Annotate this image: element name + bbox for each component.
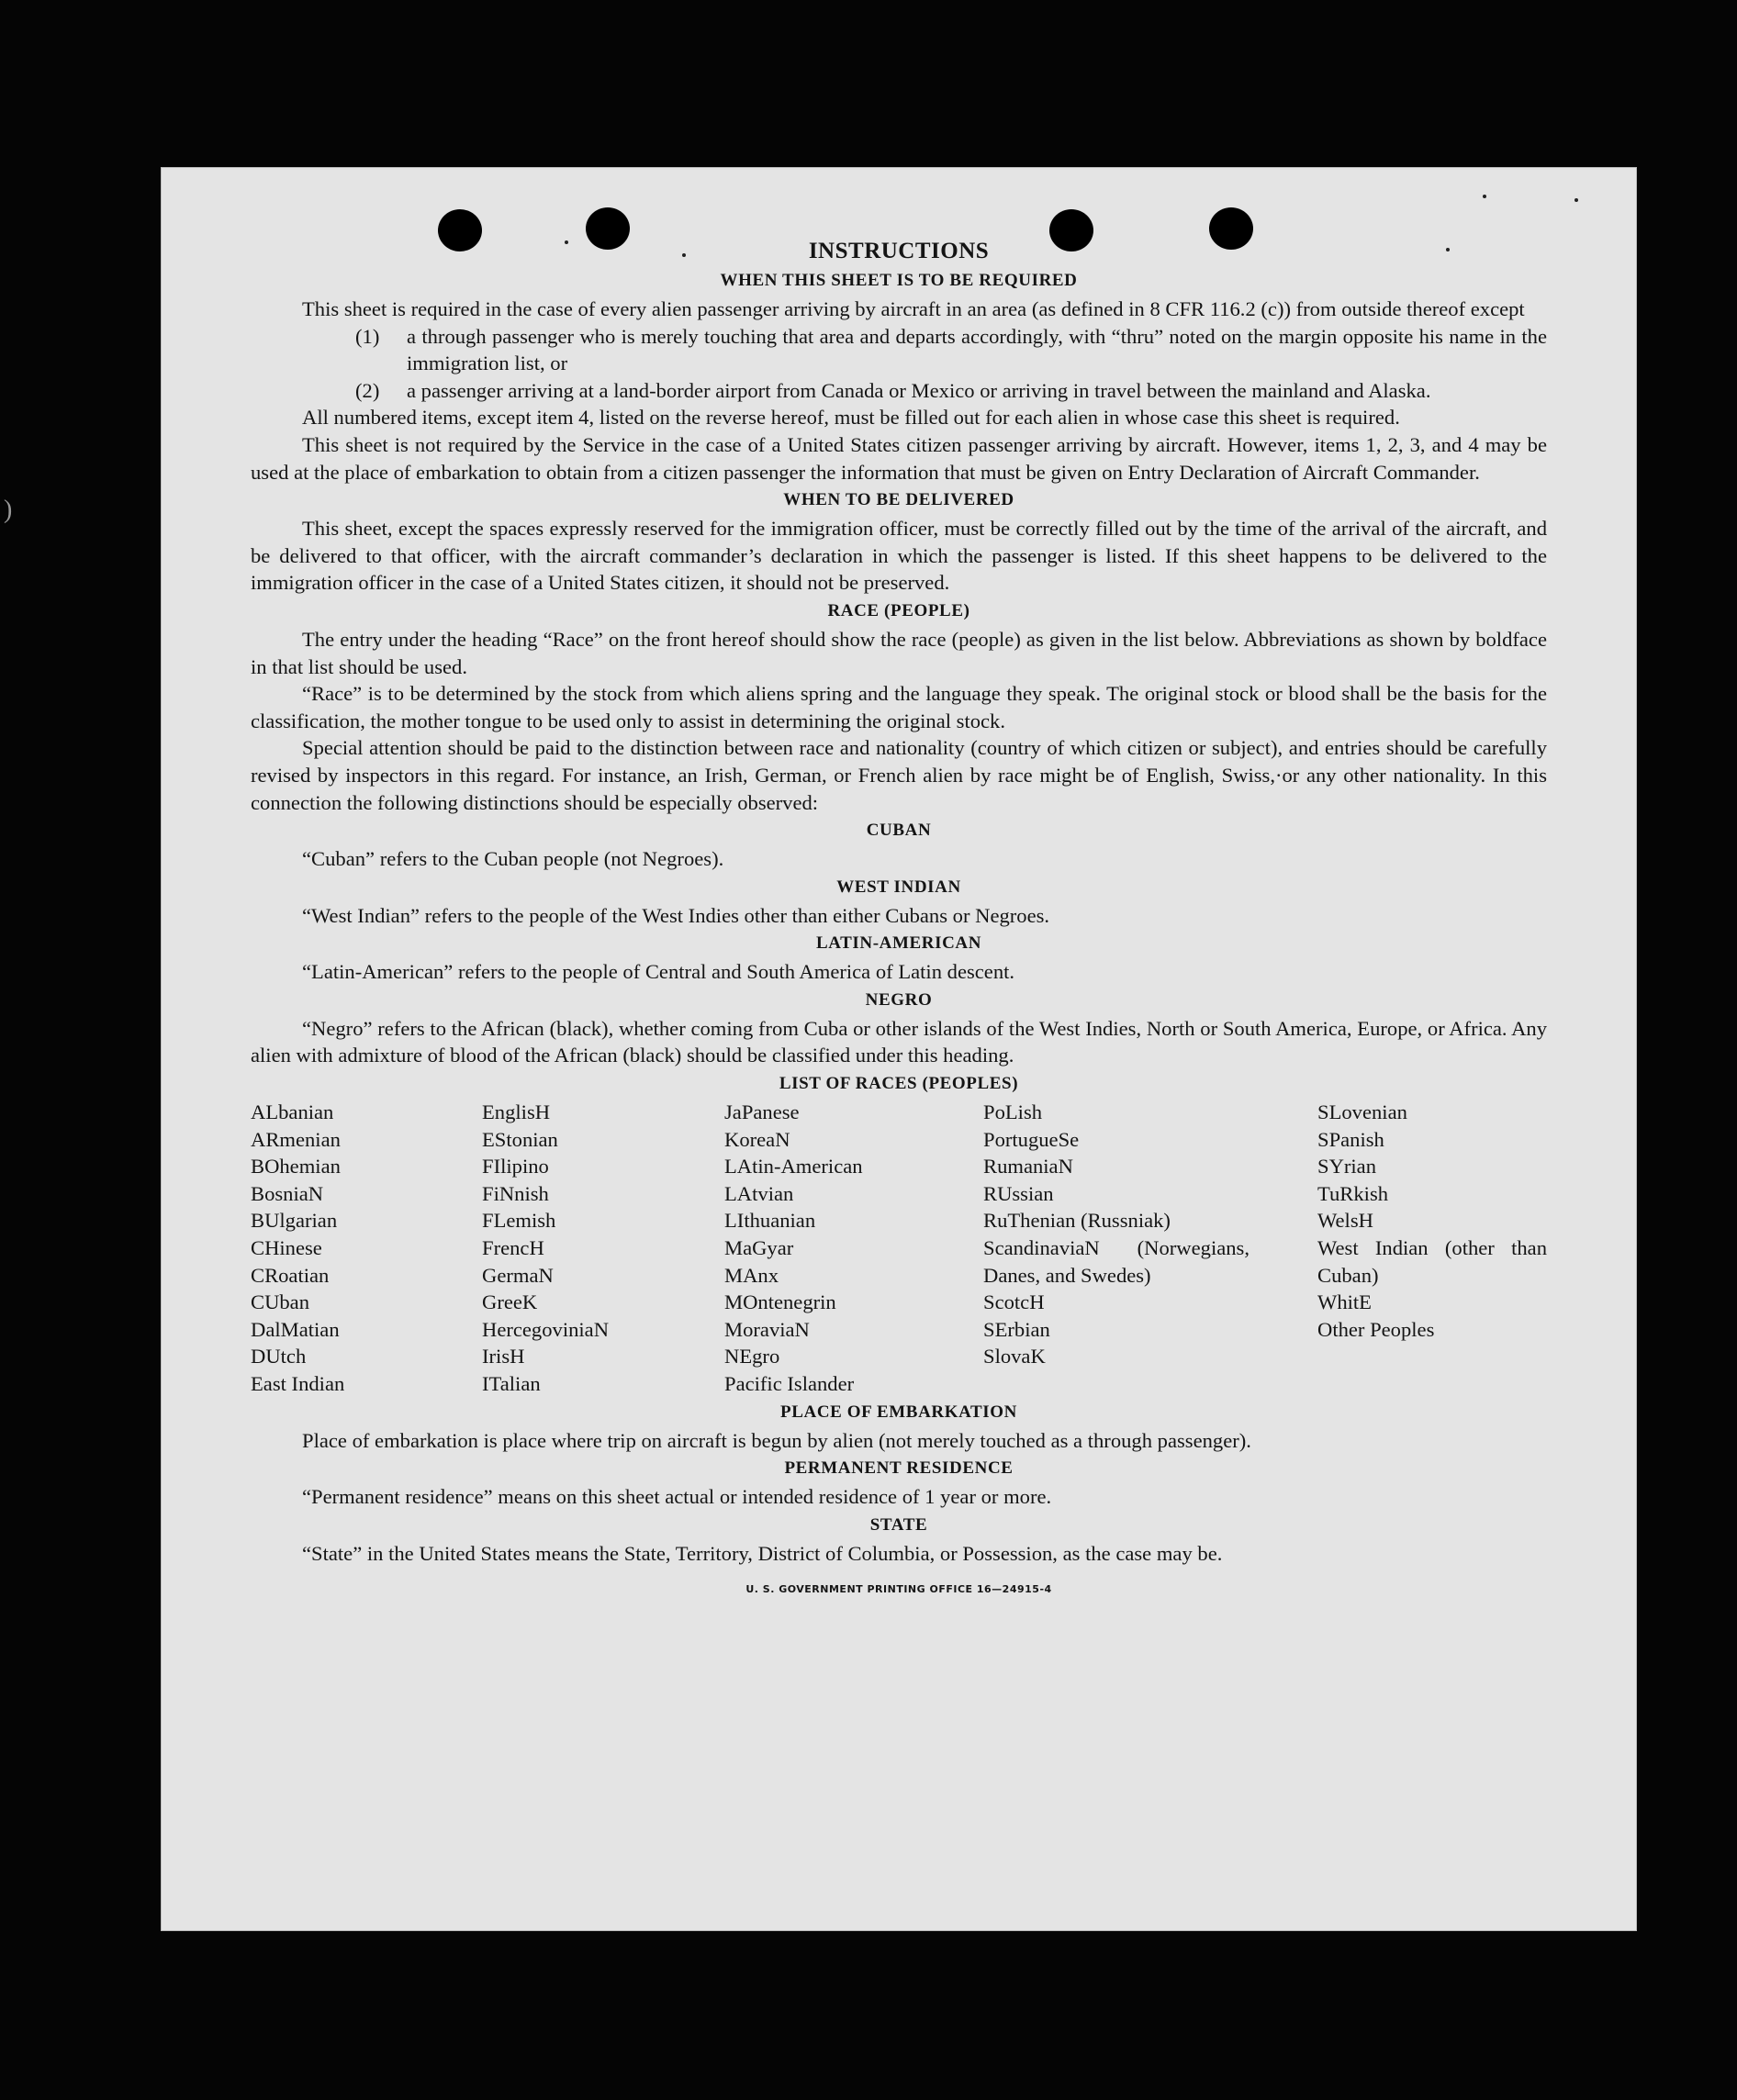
- race-entry: EnglisH: [482, 1100, 551, 1124]
- heading-latin-american: LATIN-AMERICAN: [815, 933, 982, 954]
- race-entry: GreeK: [482, 1290, 538, 1314]
- race-entry: PortugueSe: [983, 1127, 1080, 1151]
- paragraph: “Negro” refers to the African (black), whether coming from Cuba or other islands of the West Indies, North or South America, Europe, or Africa. Any alien with admixture of blood of the African (black) should be classified under this heading.: [251, 1016, 1547, 1067]
- paragraph: All numbered items, except item 4, listed on the reverse hereof, must be filled out for each alien in whose case this sheet is required.: [302, 406, 1400, 430]
- race-entry: BUlgarian: [251, 1209, 338, 1233]
- instructions-content: [251, 237, 1547, 1603]
- heading-state: STATE: [869, 1514, 928, 1535]
- race-entry: ITalian: [482, 1372, 541, 1395]
- heading-when-required: WHEN THIS SHEET IS TO BE REQUIRED: [720, 271, 1078, 290]
- race-entry: RUssian: [983, 1181, 1054, 1205]
- paragraph: Place of embarkation is place where trip on aircraft is begun by alien (not merely touched as a through passenger).: [302, 1428, 1251, 1452]
- race-entry: SPanish: [1317, 1127, 1384, 1151]
- dust-speck: [1483, 195, 1486, 198]
- heading-embarkation: PLACE OF EMBARKATION: [780, 1402, 1017, 1422]
- item-number: (2): [355, 378, 380, 402]
- race-entry: ALbanian: [251, 1100, 334, 1124]
- race-entry: SLovenian: [1317, 1100, 1407, 1124]
- race-entry: FIlipino: [482, 1155, 549, 1178]
- race-entry: CHinese: [251, 1236, 322, 1260]
- race-entry: SErbian: [983, 1317, 1050, 1341]
- race-entry: MAnx: [724, 1263, 779, 1287]
- race-entry: BosniaN: [251, 1181, 324, 1205]
- race-entry: MOntenegrin: [724, 1290, 836, 1314]
- race-entry: CRoatian: [251, 1263, 330, 1287]
- instruction-sheet: [161, 167, 1637, 1931]
- race-entry: FLemish: [482, 1209, 556, 1233]
- paragraph: Special attention should be paid to the distinction between race and nationality (country of which citizen or subject), and entries should be carefully revised by inspectors in this regard. For instance, an Irish, German, or French alien by race might be of English, Swiss,·or any other nationality. In this connection the following distinctions should be especially observed:: [251, 736, 1547, 814]
- race-entry: SYrian: [1317, 1155, 1377, 1178]
- race-entry: ARmenian: [251, 1127, 341, 1151]
- dust-speck: [1575, 198, 1578, 202]
- item-number: (1): [355, 324, 380, 348]
- race-entry: East Indian: [251, 1372, 345, 1395]
- race-column: [251, 1099, 482, 1398]
- race-entry: RumaniaN: [983, 1155, 1073, 1178]
- item-text: a passenger arriving at a land-border airport from Canada or Mexico or arriving in travel between the mainland and Alaska.: [407, 378, 1431, 402]
- race-entry: KoreaN: [724, 1127, 790, 1151]
- heading-race: RACE (PEOPLE): [827, 600, 970, 620]
- race-entry: EStonian: [482, 1127, 558, 1151]
- race-entry: FrencH: [482, 1236, 544, 1260]
- paragraph: “Latin-American” refers to the people of Central and South America of Latin descent.: [302, 960, 1015, 984]
- race-entry: WhitE: [1317, 1290, 1372, 1314]
- race-entry: GermaN: [482, 1263, 554, 1287]
- race-entry: LAtvian: [724, 1181, 794, 1205]
- race-entry: LIthuanian: [724, 1209, 816, 1233]
- race-entry: DalMatian: [251, 1317, 340, 1341]
- heading-when-delivered: WHEN TO BE DELIVERED: [783, 490, 1014, 510]
- race-column: [1317, 1099, 1547, 1398]
- race-entry: HercegoviniaN: [482, 1317, 610, 1341]
- paragraph: This sheet is required in the case of every alien passenger arriving by aircraft in an area (as defined in 8 CFR 116.2 (c)) from outside thereof except: [302, 297, 1525, 320]
- heading-negro: NEGRO: [865, 989, 933, 1010]
- race-entry: WelsH: [1317, 1209, 1373, 1233]
- race-entry: IrisH: [482, 1345, 525, 1368]
- scan-artifact: ): [4, 496, 13, 524]
- item-text: a through passenger who is merely touching that area and departs accordingly, with “thru” noted on the margin opposite his name in the immigration list, or: [407, 324, 1547, 375]
- race-column: [724, 1099, 983, 1398]
- paragraph: “Race” is to be determined by the stock from which aliens spring and the language they speak. The original stock or blood shall be the basis for the classification, the mother tongue to be used only to assist in determining the original stock.: [251, 682, 1547, 732]
- paragraph: “Cuban” refers to the Cuban people (not Negroes).: [302, 847, 724, 871]
- race-entry: CUban: [251, 1290, 310, 1314]
- race-entry: NEgro: [724, 1345, 780, 1368]
- paragraph: The entry under the heading “Race” on the front hereof should show the race (people) as given in the list below. Abbreviations as shown by boldface in that list should be used.: [251, 627, 1547, 678]
- race-entry: PoLish: [983, 1100, 1043, 1124]
- race-entry: ScandinaviaN (Norwegians, Danes, and Swedes): [983, 1236, 1250, 1287]
- race-column: [983, 1099, 1317, 1398]
- race-entry: MoraviaN: [724, 1317, 810, 1341]
- exception-item: [251, 323, 1547, 377]
- heading-permanent-residence: PERMANENT RESIDENCE: [784, 1458, 1014, 1479]
- race-entry: Pacific Islander: [724, 1372, 855, 1395]
- race-entry: TuRkish: [1317, 1181, 1389, 1205]
- heading-cuban: CUBAN: [866, 821, 932, 841]
- paragraph: “State” in the United States means the State, Territory, District of Columbia, or Possession, as the case may be.: [302, 1541, 1223, 1565]
- heading-list-of-races: LIST OF RACES (PEOPLES): [779, 1074, 1019, 1094]
- paragraph: “Permanent residence” means on this sheet actual or intended residence of 1 year or more.: [302, 1485, 1052, 1509]
- paragraph: “West Indian” refers to the people of the West Indies other than either Cubans or Negroes.: [302, 903, 1050, 927]
- paragraph: This sheet, except the spaces expressly reserved for the immigration officer, must be correctly filled out by the time of the arrival of the aircraft, and be delivered to that officer, with the aircraft commander’s declaration in which the passenger is listed. If this sheet happens to be delivered to the immigration officer in the case of a United States citizen, it should not be preserved.: [251, 517, 1547, 595]
- page-title: INSTRUCTIONS: [808, 239, 990, 263]
- race-entry: MaGyar: [724, 1236, 794, 1260]
- race-entry: JaPanese: [724, 1100, 800, 1124]
- race-column: [482, 1099, 724, 1398]
- race-entry: SlovaK: [983, 1345, 1046, 1368]
- race-entry: FiNnish: [482, 1181, 549, 1205]
- exception-item: [251, 377, 1547, 405]
- race-entry: LAtin-American: [724, 1155, 863, 1178]
- race-entry: Other Peoples: [1317, 1317, 1435, 1341]
- paragraph: This sheet is not required by the Service in the case of a United States citizen passenger arriving by aircraft. However, items 1, 2, 3, and 4 may be used at the place of embarkation to obtain from a citizen passenger the information that must be given on Entry Declaration of Aircraft Commander.: [251, 432, 1547, 484]
- heading-west-indian: WEST INDIAN: [836, 877, 961, 897]
- race-list: [251, 1099, 1547, 1398]
- race-entry: ScotcH: [983, 1290, 1045, 1314]
- race-entry: West Indian (other than Cuban): [1317, 1236, 1547, 1287]
- race-entry: DUtch: [251, 1345, 307, 1368]
- race-entry: BOhemian: [251, 1155, 341, 1178]
- printer-imprint: U. S. GOVERNMENT PRINTING OFFICE 16—24915-4: [745, 1583, 1052, 1596]
- race-entry: RuThenian (Russniak): [983, 1209, 1171, 1233]
